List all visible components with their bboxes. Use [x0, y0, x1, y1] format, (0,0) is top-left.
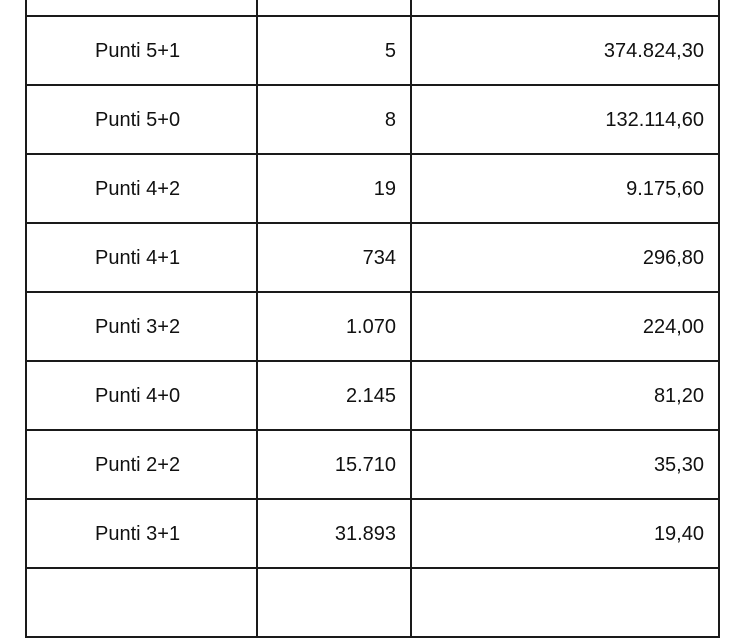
prize-cell: 132.114,60: [411, 85, 719, 154]
prize-cell: 81,20: [411, 361, 719, 430]
winners-cell: 734: [257, 223, 411, 292]
table-cell-empty: [411, 568, 719, 637]
prize-cell: 19,40: [411, 499, 719, 568]
winners-cell: 5: [257, 16, 411, 85]
category-cell: Punti 3+1: [26, 499, 257, 568]
prize-cell: 296,80: [411, 223, 719, 292]
winners-cell: 31.893: [257, 499, 411, 568]
prize-cell: 374.824,30: [411, 16, 719, 85]
category-cell: Punti 2+2: [26, 430, 257, 499]
prize-cell: 9.175,60: [411, 154, 719, 223]
prize-cell: 35,30: [411, 430, 719, 499]
prize-cell: 224,00: [411, 292, 719, 361]
category-cell: Punti 4+0: [26, 361, 257, 430]
table-row-partial-top: [26, 0, 719, 16]
table-row-partial-bottom: [26, 568, 719, 637]
table-row: [26, 154, 719, 223]
table-row: [26, 499, 719, 568]
category-cell: Punti 4+1: [26, 223, 257, 292]
table-cell-empty: [26, 0, 257, 16]
table-row: [26, 85, 719, 154]
table-cell-empty: [257, 0, 411, 16]
table-row: [26, 361, 719, 430]
table-cell-empty: [257, 568, 411, 637]
prize-table: [25, 0, 720, 638]
table-cell-empty: [411, 0, 719, 16]
winners-cell: 2.145: [257, 361, 411, 430]
table-row: [26, 223, 719, 292]
table-cell-empty: [26, 568, 257, 637]
table-row: [26, 292, 719, 361]
winners-cell: 19: [257, 154, 411, 223]
category-cell: Punti 4+2: [26, 154, 257, 223]
prize-table-container: [25, 0, 718, 638]
category-cell: Punti 3+2: [26, 292, 257, 361]
winners-cell: 1.070: [257, 292, 411, 361]
table-row: [26, 430, 719, 499]
table-row: [26, 16, 719, 85]
category-cell: Punti 5+0: [26, 85, 257, 154]
winners-cell: 15.710: [257, 430, 411, 499]
winners-cell: 8: [257, 85, 411, 154]
category-cell: Punti 5+1: [26, 16, 257, 85]
